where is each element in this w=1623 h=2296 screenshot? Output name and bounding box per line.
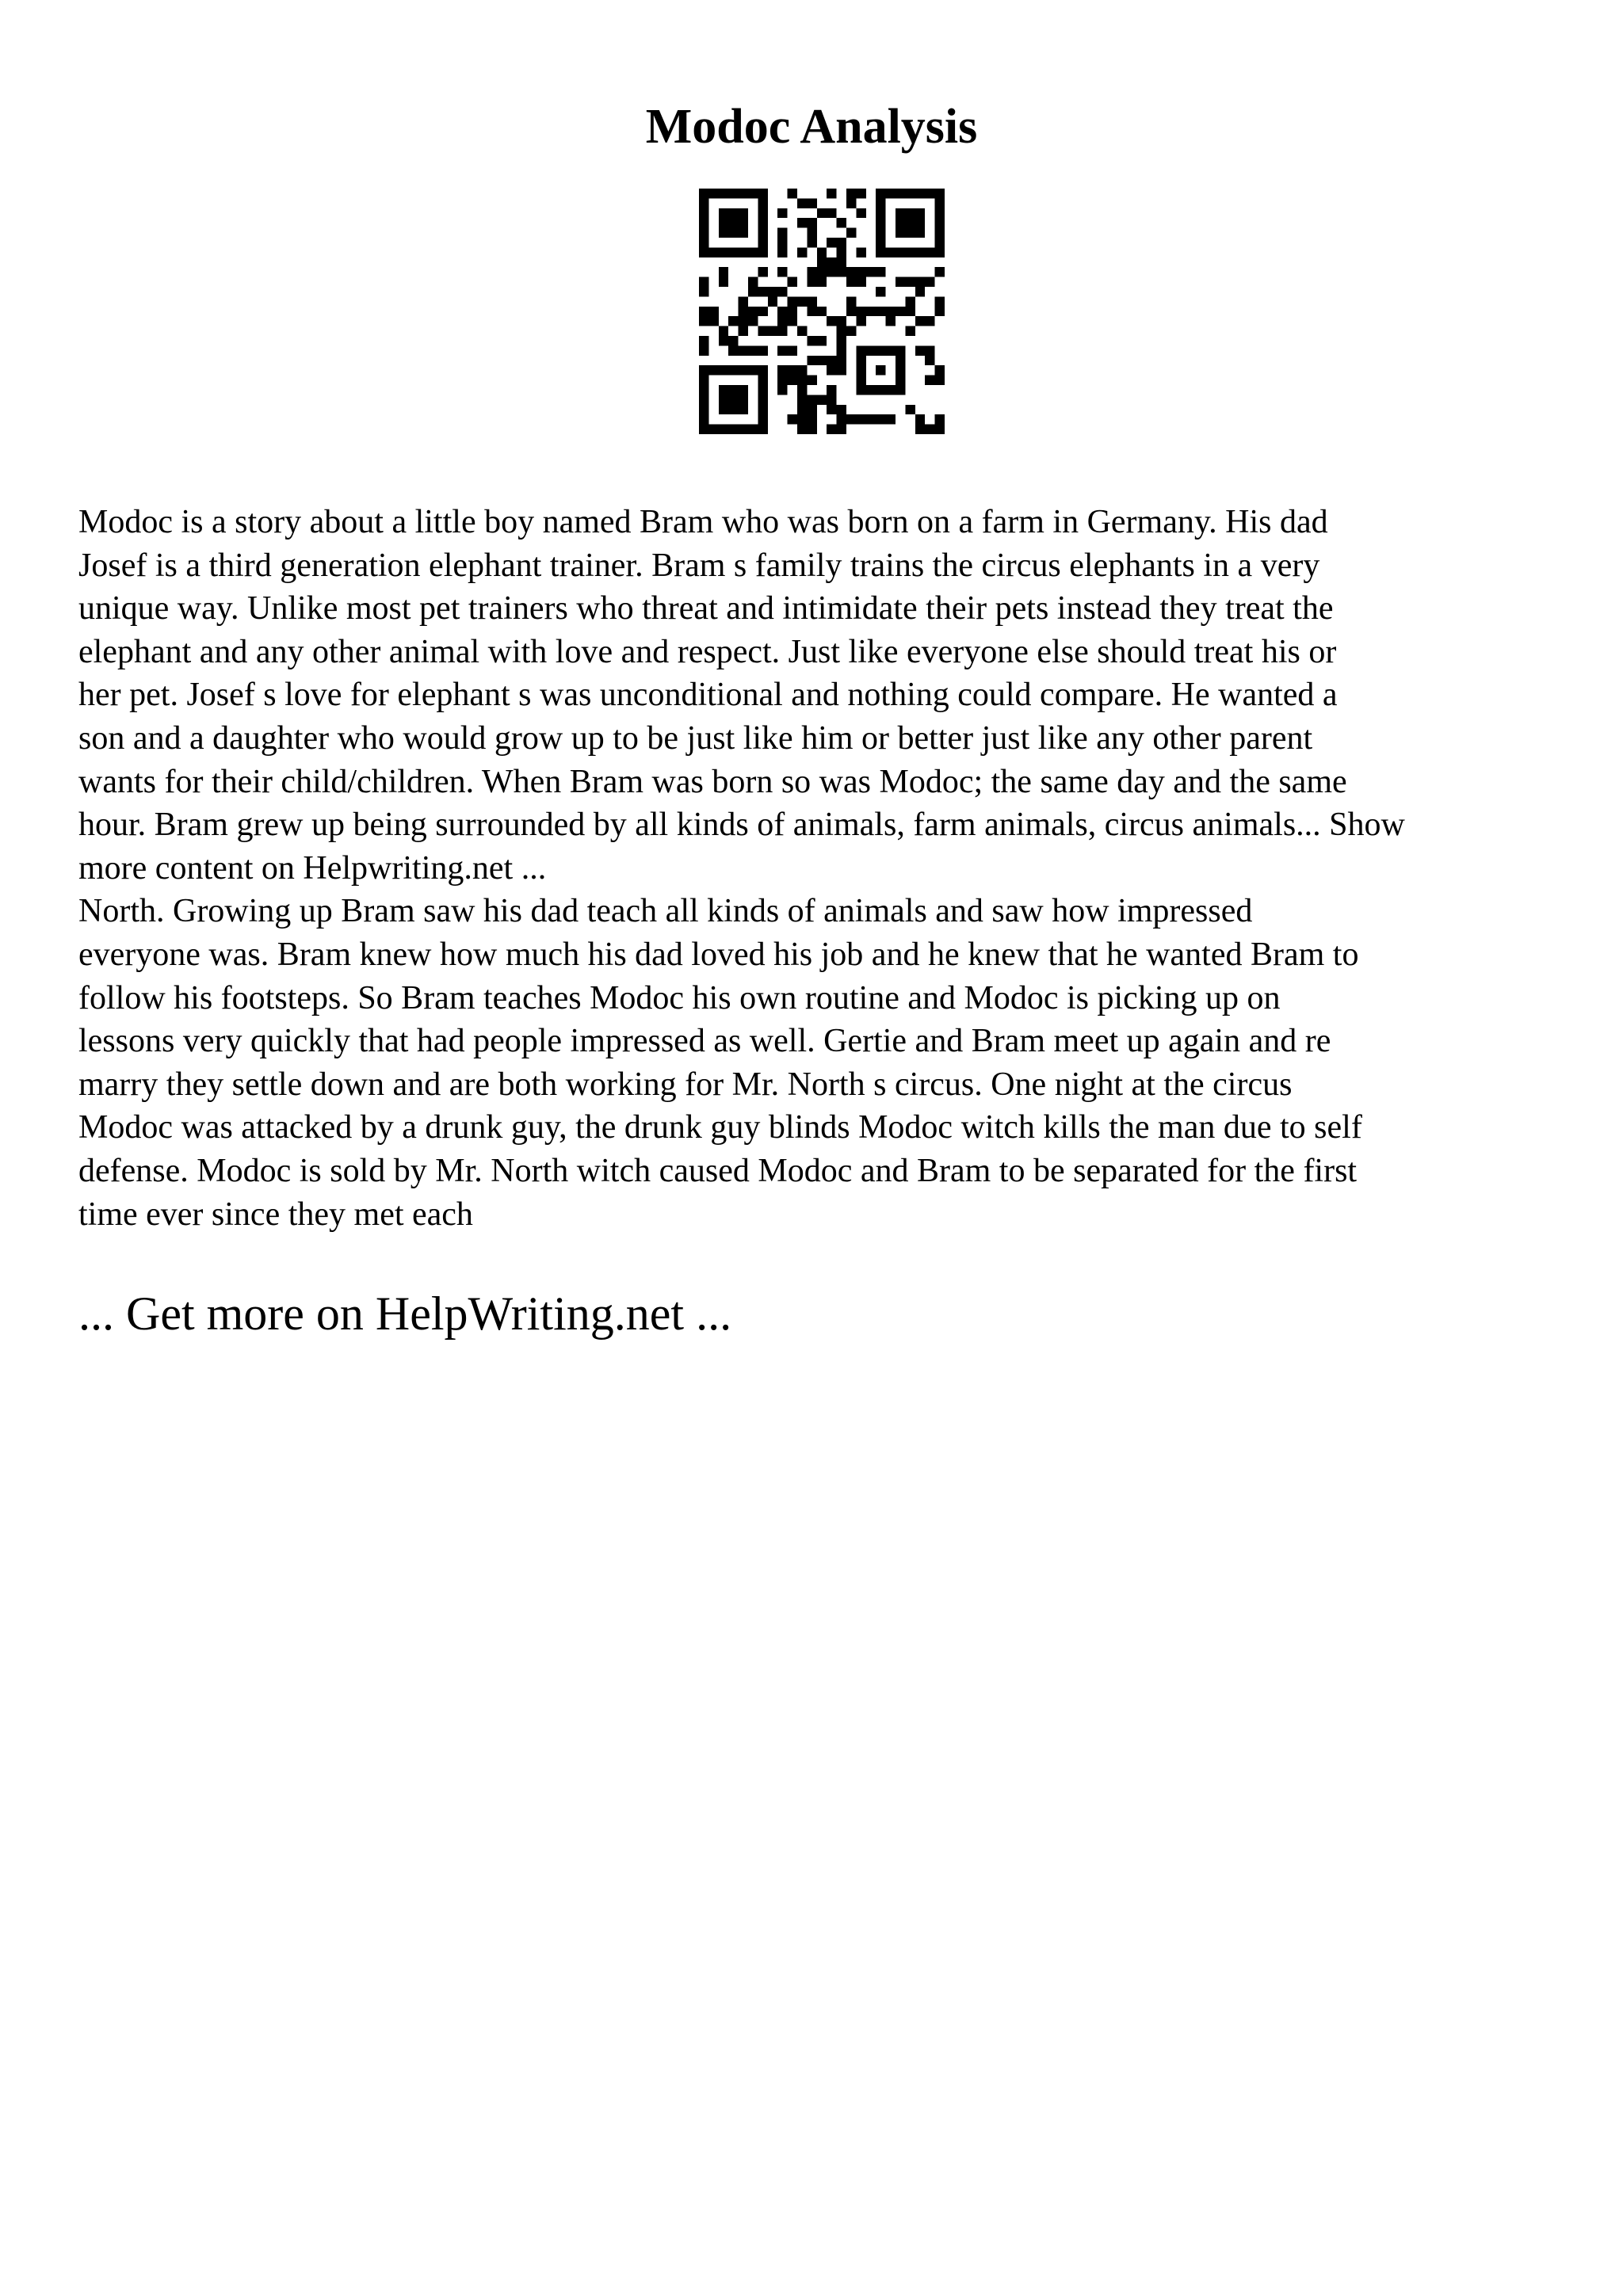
get-more-link[interactable]: ... Get more on HelpWriting.net ... xyxy=(78,1287,732,1340)
qr-code-icon xyxy=(699,189,945,434)
body-text: Modoc is a story about a little boy named Bram who was born on a farm in Germany. His dad Josef is a third generation elephant trainer. Bram s family trains the circus elephants in a very unique way. Unlike most pet trainers who threat and intimidate their pets instead they treat the elephant and any other animal with love and respect. Just like everyone else should treat his or her pet. Josef s love for elephant s was unconditional and nothing could compare. He wanted a son and a daughter who would grow up to be just like him or better just like any other parent wants for their child/children. When Bram was born so was Modoc; the same day and the same hour. Bram grew up being surrounded by all kinds of animals, farm animals, circus animals... Show more content on Helpwriting.net ... North. Growing up Bram saw his dad teach all kinds of animals and saw how impressed everyone was. Bram knew how much his dad loved his job and he knew that he wanted Bram to follow his footsteps. So Bram teaches Modoc his own routine and Modoc is picking up on lessons very quickly that had people impressed as well. Gertie and Bram meet up again and re marry they settle down and are both working for Mr. North s circus. One night at the circus Modoc was attacked by a drunk guy, the drunk guy blinds Modoc witch kills the man due to self defense. Modoc is sold by Mr. North witch caused Modoc and Bram to be separated for the first time ever since they met each xyxy=(78,504,1405,1233)
page-title: Modoc Analysis xyxy=(645,100,978,154)
